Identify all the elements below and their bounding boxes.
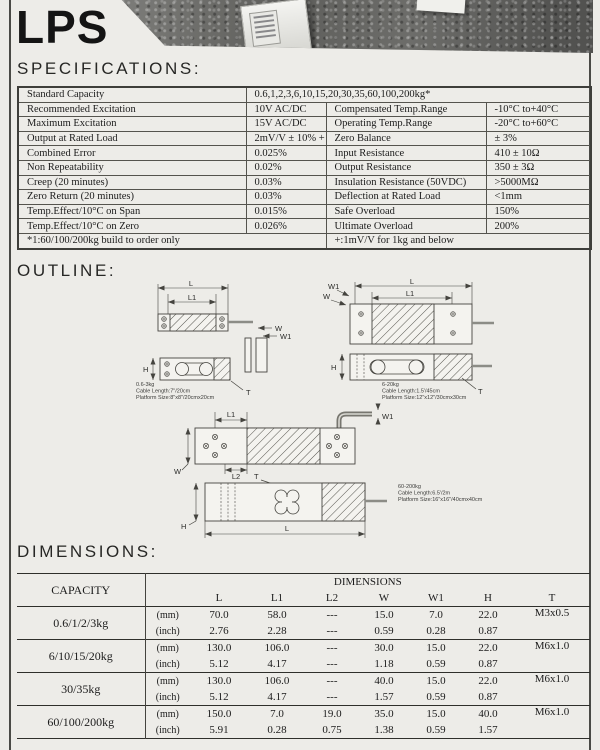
spec-value: 0.025% [246, 146, 326, 161]
spec-label: Compensated Temp.Range [326, 102, 486, 117]
dims-thread: M6x1.0 [514, 640, 590, 673]
spec-value: 350 ± 3Ω [486, 160, 591, 175]
dims-value: 1.18 [374, 658, 394, 670]
dims-value: 2.28 [267, 625, 287, 637]
spec-value: <1mm [486, 190, 591, 205]
dims-value: 150.0 [190, 706, 248, 723]
dims-unit: (inch) [155, 658, 180, 670]
spec-label: Insulation Resistance (50VDC) [326, 175, 486, 190]
spec-value: 200% [486, 219, 591, 234]
specifications-table [17, 86, 592, 250]
dims-value: 7.0 [248, 706, 306, 723]
dims-value: 0.28 [267, 724, 287, 736]
dims-value: --- [306, 640, 358, 657]
dims-value: 30.0 [358, 640, 410, 657]
dims-value: 1.57 [374, 691, 394, 703]
load-cell-photo-corner [416, 0, 465, 14]
dims-value: 0.59 [426, 691, 446, 703]
dims-value: 130.0 [190, 673, 248, 690]
spec-label: Recommended Excitation [18, 102, 246, 117]
dims-unit: (mm) [145, 673, 190, 690]
dims-unit: (inch) [155, 625, 180, 637]
spec-row [18, 190, 591, 205]
spec-label: Safe Overload [326, 204, 486, 219]
spec-row [18, 117, 591, 132]
spec-value: 0.015% [246, 204, 326, 219]
dim-label-W1: W1 [328, 282, 340, 291]
dims-value: 4.17 [267, 658, 287, 670]
spec-row [18, 160, 591, 175]
dims-value: 7.0 [410, 607, 462, 624]
spec-label: Zero Return (20 minutes) [18, 190, 246, 205]
dim-label-W: W [174, 467, 182, 476]
dims-value: 0.87 [478, 658, 498, 670]
dim-label-L1: L1 [405, 289, 415, 298]
dims-value: 0.59 [374, 625, 394, 637]
dims-value: 40.0 [358, 673, 410, 690]
spec-row [18, 204, 591, 219]
spec-value: 0.02% [246, 160, 326, 175]
dims-col-header: L1 [270, 592, 284, 604]
dims-capacity: 60/100/200kg [17, 706, 145, 739]
drawing-caption: Cable Length:7"/20cm [136, 388, 191, 395]
outline-drawing-small [136, 279, 291, 401]
drawing-caption: Platform Size:12"x12"/30cmx30cm [382, 395, 467, 401]
spec-label: Deflection at Rated Load [326, 190, 486, 205]
dims-capacity: 0.6/1/2/3kg [17, 607, 145, 640]
spec-row [18, 102, 591, 117]
dims-value: 40.0 [462, 706, 514, 723]
dim-label-L: L [409, 277, 415, 286]
spec-row [18, 219, 591, 234]
dim-label-L1: L1 [187, 293, 197, 302]
spec-value: 150% [486, 204, 591, 219]
dims-unit-header [145, 590, 190, 607]
dims-value: 15.0 [358, 607, 410, 624]
drawing-caption: Platform Size:8"x8"/20cmx20cm [136, 395, 215, 401]
spec-label: Operating Temp.Range [326, 117, 486, 132]
spec-label: Standard Capacity [18, 87, 246, 102]
spec-label: Non Repeatability [18, 160, 246, 175]
spec-label: Maximum Excitation [18, 117, 246, 132]
dims-value: --- [306, 607, 358, 624]
spec-label: Input Resistance [326, 146, 486, 161]
spec-value: 0.03% [246, 175, 326, 190]
dim-label-T: T [246, 388, 251, 397]
dims-col-header: W [378, 592, 390, 604]
dims-value: 0.87 [478, 691, 498, 703]
dim-label-H: H [143, 365, 149, 374]
product-photo [117, 0, 593, 57]
dim-label-L1: L1 [226, 410, 236, 419]
dims-col-header: L2 [325, 592, 339, 604]
spec-value: 410 ± 10Ω [486, 146, 591, 161]
dims-value: 19.0 [306, 706, 358, 723]
dims-group-header: DIMENSIONS [333, 576, 402, 588]
spec-value: 10V AC/DC [246, 102, 326, 117]
dims-row-mm [17, 640, 590, 657]
dims-row-mm [17, 706, 590, 723]
dims-col-header: L [215, 592, 223, 604]
spec-label: Zero Balance [326, 131, 486, 146]
dims-value: 5.12 [209, 691, 229, 703]
dims-value: 2.76 [209, 625, 229, 637]
dims-value: 22.0 [462, 640, 514, 657]
dimensions-heading: DIMENSIONS: [17, 542, 159, 561]
dim-label-T: T [478, 387, 483, 396]
dims-value: --- [326, 625, 338, 637]
spec-value: 0.026% [246, 219, 326, 234]
dims-value: 5.12 [209, 658, 229, 670]
dims-value: 130.0 [190, 640, 248, 657]
load-cell-label [249, 10, 281, 47]
dims-value: 70.0 [190, 607, 248, 624]
drawing-caption: Cable Length:1.5'/45cm [382, 388, 440, 395]
dims-value: 106.0 [248, 640, 306, 657]
product-title: LPS [16, 1, 109, 53]
dim-label-W1: W1 [280, 332, 292, 341]
spec-footnote-left: *1:60/100/200kg build to order only [18, 233, 326, 248]
spec-row [18, 175, 591, 190]
dims-col-header: W1 [428, 592, 444, 604]
spec-row [18, 87, 591, 102]
spec-value: ± 3% [486, 131, 591, 146]
dims-value: 4.17 [267, 691, 287, 703]
drawing-caption: 0.6-3kg [136, 382, 155, 388]
outline-drawing-medium [323, 277, 494, 401]
dims-unit: (inch) [155, 724, 180, 736]
dims-value: 22.0 [462, 607, 514, 624]
spec-footnote-row [18, 233, 591, 248]
spec-label: Ultimate Overload [326, 219, 486, 234]
dims-capacity: 30/35kg [17, 673, 145, 706]
dims-value: 35.0 [358, 706, 410, 723]
drawing-caption: 60-200kg [398, 484, 421, 490]
dims-unit: (mm) [145, 640, 190, 657]
spec-label: Output at Rated Load [18, 131, 246, 146]
spec-value: 0.6,1,2,3,6,10,15,20,30,35,60,100,200kg* [246, 87, 591, 102]
spec-value: 2mV/V ± 10% + [246, 131, 326, 146]
load-cell-photo-block [240, 0, 312, 58]
dim-label-H: H [331, 363, 337, 372]
dims-value: 15.0 [410, 706, 462, 723]
dims-value: --- [306, 673, 358, 690]
dims-value: 106.0 [248, 673, 306, 690]
dimensions-table [17, 573, 590, 739]
spec-footnote-right: +:1mV/V for 1kg and below [326, 233, 591, 248]
dims-row-mm [17, 607, 590, 624]
spec-value: -10°C to+40°C [486, 102, 591, 117]
dims-row-mm [17, 673, 590, 690]
dims-thread: M6x1.0 [514, 673, 590, 706]
spec-row [18, 131, 591, 146]
dims-header-row [17, 574, 590, 591]
dim-label-H: H [181, 522, 187, 531]
spec-value: -20°C to+60°C [486, 117, 591, 132]
dims-value: 0.75 [322, 724, 342, 736]
spec-label: Output Resistance [326, 160, 486, 175]
drawing-caption: Cable Length:6.5'/2m [398, 490, 451, 497]
dims-value: 5.91 [209, 724, 229, 736]
spec-label: Combined Error [18, 146, 246, 161]
dims-value: --- [326, 658, 338, 670]
dims-value: 22.0 [462, 673, 514, 690]
dims-value: 0.59 [426, 658, 446, 670]
dims-capacity-header: CAPACITY [17, 574, 145, 607]
dims-col-header: T [548, 592, 556, 604]
spec-value: >5000MΩ [486, 175, 591, 190]
spec-label: Creep (20 minutes) [18, 175, 246, 190]
dims-unit: (inch) [155, 691, 180, 703]
dims-value: 58.0 [248, 607, 306, 624]
outline-drawings [10, 276, 590, 542]
dim-label-W: W [275, 324, 283, 333]
dim-label-W: W [323, 292, 331, 301]
dim-label-T: T [254, 472, 259, 481]
specifications-heading: SPECIFICATIONS: [17, 59, 202, 78]
outline-drawing-large [174, 405, 483, 538]
dim-label-L: L [284, 524, 290, 533]
spec-label: Temp.Effect/10°C on Zero [18, 219, 246, 234]
dims-value: --- [326, 691, 338, 703]
dims-thread: M3x0.5 [514, 607, 590, 640]
dim-label-L: L [188, 279, 194, 288]
dims-value: 0.28 [426, 625, 446, 637]
dims-value: 1.38 [374, 724, 394, 736]
dims-capacity: 6/10/15/20kg [17, 640, 145, 673]
drawing-caption: Platform Size:16"x16"/40cmx40cm [398, 497, 483, 503]
drawing-caption: 6-20kg [382, 382, 399, 388]
dims-thread: M6x1.0 [514, 706, 590, 739]
dims-value: 0.59 [426, 724, 446, 736]
dims-unit: (mm) [145, 607, 190, 624]
dims-value: 1.57 [478, 724, 498, 736]
spec-value: 0.03% [246, 190, 326, 205]
dims-value: 15.0 [410, 640, 462, 657]
dims-col-header: H [484, 592, 492, 604]
dims-value: 15.0 [410, 673, 462, 690]
dim-label-W1: W1 [382, 412, 394, 421]
spec-row [18, 146, 591, 161]
spec-value: 15V AC/DC [246, 117, 326, 132]
outline-heading: OUTLINE: [17, 261, 117, 280]
spec-label: Temp.Effect/10°C on Span [18, 204, 246, 219]
dims-value: 0.87 [478, 625, 498, 637]
dims-unit: (mm) [145, 706, 190, 723]
dim-label-L2: L2 [231, 472, 241, 481]
